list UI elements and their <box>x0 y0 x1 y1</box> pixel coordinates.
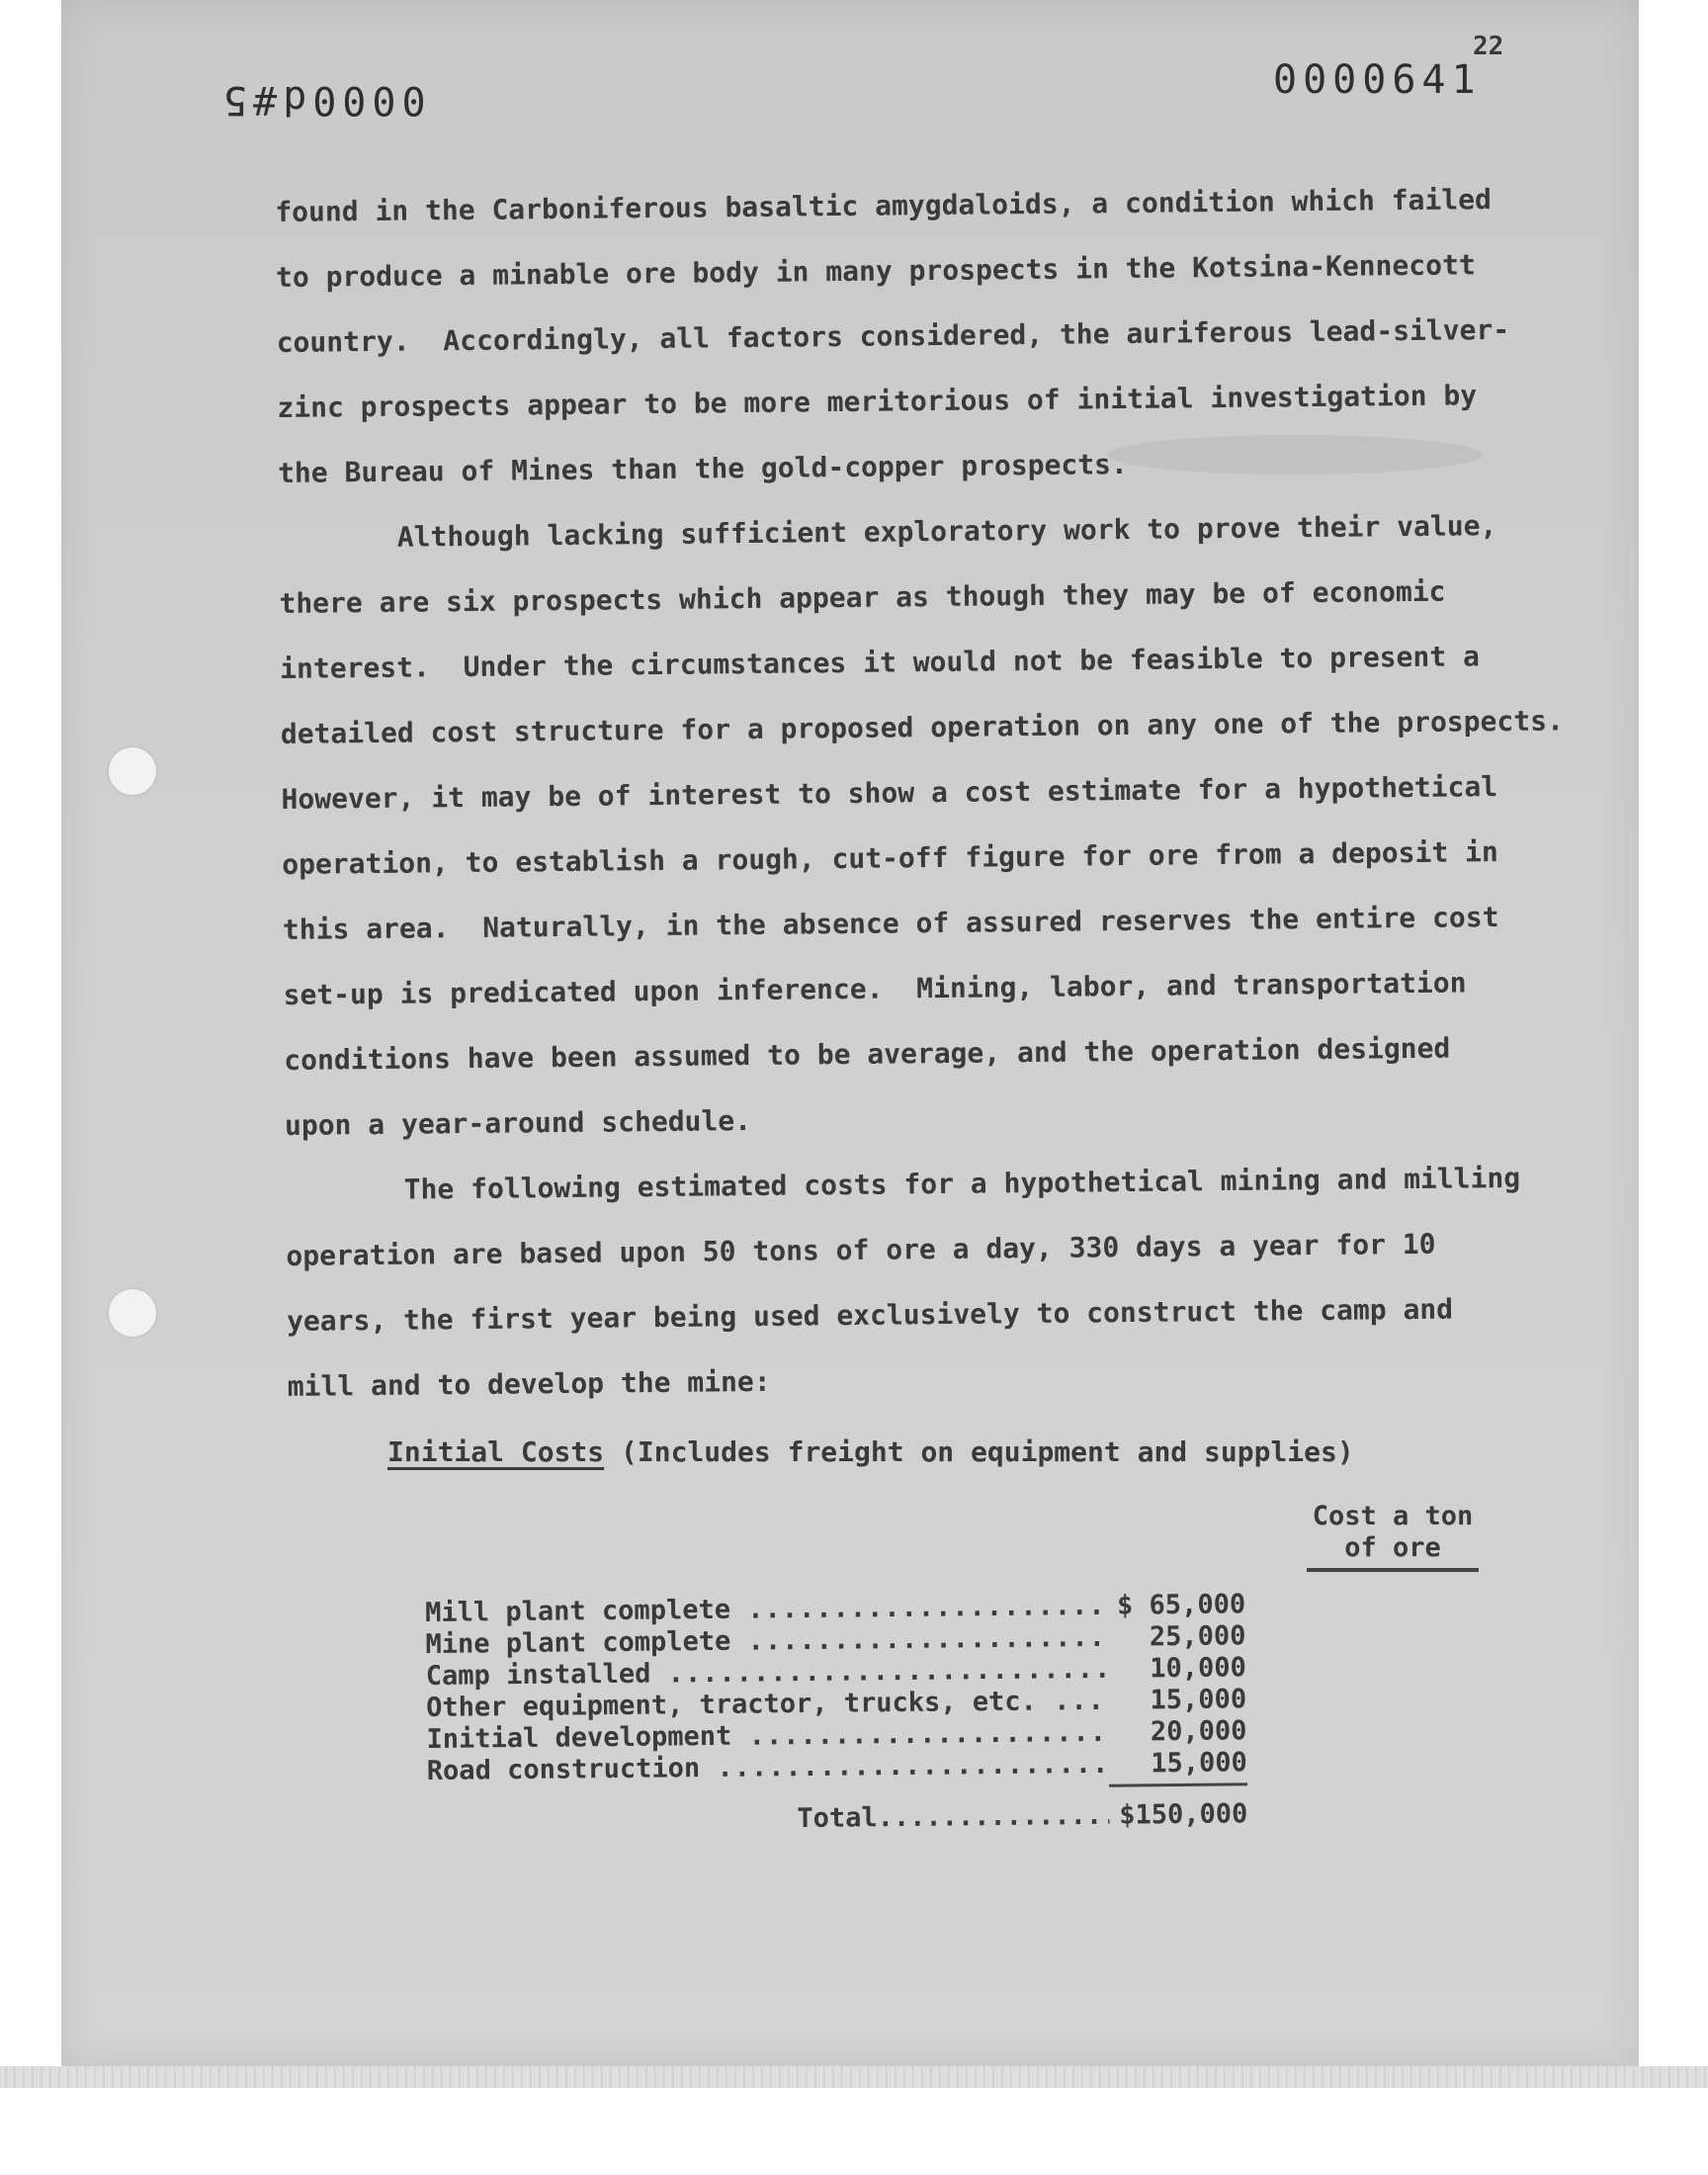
initial-costs-note: (Includes freight on equipment and supplies) <box>604 1436 1354 1468</box>
cost-label: Initial development ..... <box>426 1717 1108 1756</box>
text-line: mill and to develop the mine: <box>287 1364 771 1403</box>
text-line: this area. Naturally, in the absence of assured reserves the entire cost <box>282 901 1499 946</box>
cost-table <box>425 1589 1248 1840</box>
paragraph <box>285 1145 1563 1419</box>
initial-costs-heading <box>387 1436 1354 1468</box>
text-line: to produce a minable ore body in many prospects in the Kotsina-Kennecott <box>275 248 1476 294</box>
cost-amount: 10,000 <box>1150 1652 1246 1685</box>
cost-amount: 25,000 <box>1149 1620 1246 1653</box>
cost-column-header-line2: of ore <box>1344 1532 1441 1563</box>
initial-costs-title: Initial Costs <box>387 1436 605 1468</box>
text-line: operation are based upon 50 tons of ore a day, 330 days a year for 10 <box>286 1227 1436 1272</box>
text-line: zinc prospects appear to be more meritorious of initial investigation by <box>277 379 1478 424</box>
cost-column-header <box>1307 1501 1479 1572</box>
text-line: conditions have been assumed to be average, and the operation designed <box>284 1031 1451 1077</box>
serial-number-right: 0000641 <box>1273 57 1482 103</box>
cost-label: Mill plant complete ..... <box>425 1591 1107 1629</box>
body-text <box>275 166 1563 1419</box>
cost-amount: 20,000 <box>1150 1715 1247 1748</box>
text-line: found in the Carboniferous basaltic amygdaloids, a condition which failed <box>275 183 1493 228</box>
text-line: the Bureau of Mines than the gold-copper prospects. <box>277 447 1128 489</box>
paragraph <box>278 492 1565 1158</box>
cost-amount: 15,000 <box>1150 1684 1247 1716</box>
cost-column-header-line1: Cost a ton <box>1312 1501 1474 1531</box>
cost-label: Other equipment, tractor, trucks, etc. ..... <box>426 1686 1108 1724</box>
page-number: 22 <box>1473 32 1504 61</box>
text-line: there are six prospects which appear as though they may be of economic <box>279 574 1446 620</box>
punch-hole-icon <box>109 1289 156 1337</box>
total-amount: $150,000 <box>1119 1798 1248 1831</box>
text-line: years, the first year being used exclusively to construct the camp and <box>286 1292 1454 1338</box>
text-line: detailed cost structure for a proposed operation on any one of the prospects. <box>280 704 1565 750</box>
text-line: upon a year-around schedule. <box>284 1104 752 1142</box>
cost-label: Mine plant complete ..... <box>425 1622 1107 1661</box>
sheet-bottom-edge <box>0 2066 1708 2088</box>
cost-label: Road construction ..... <box>427 1749 1109 1787</box>
text-line: country. Accordingly, all factors considered, the auriferous lead-silver- <box>276 312 1510 359</box>
text-line: However, it may be of interest to show a cost estimate for a hypothetical <box>281 770 1498 816</box>
text-line: operation, to establish a rough, cut-off figure for ore from a deposit in <box>282 835 1498 881</box>
text-line: Although lacking sufficient exploratory work to prove their value, <box>396 509 1497 554</box>
sum-underline <box>1109 1783 1247 1786</box>
total-label: Total ..... <box>427 1799 1109 1840</box>
punch-hole-icon <box>109 747 156 795</box>
text-line: The following estimated costs for a hypothetical mining and milling <box>403 1161 1521 1206</box>
cost-amount: $ 65,000 <box>1116 1589 1246 1621</box>
column-header-underline <box>1307 1568 1479 1572</box>
cost-label: Camp installed ..... <box>426 1654 1108 1693</box>
text-line: set-up is predicated upon inference. Mining, labor, and transportation <box>283 966 1467 1011</box>
cost-amount: 15,000 <box>1151 1747 1247 1780</box>
text-line: interest. Under the circumstances it would not be feasible to present a <box>280 640 1481 685</box>
paragraph <box>275 166 1553 505</box>
serial-number-left: 0000d#5 <box>217 77 426 123</box>
